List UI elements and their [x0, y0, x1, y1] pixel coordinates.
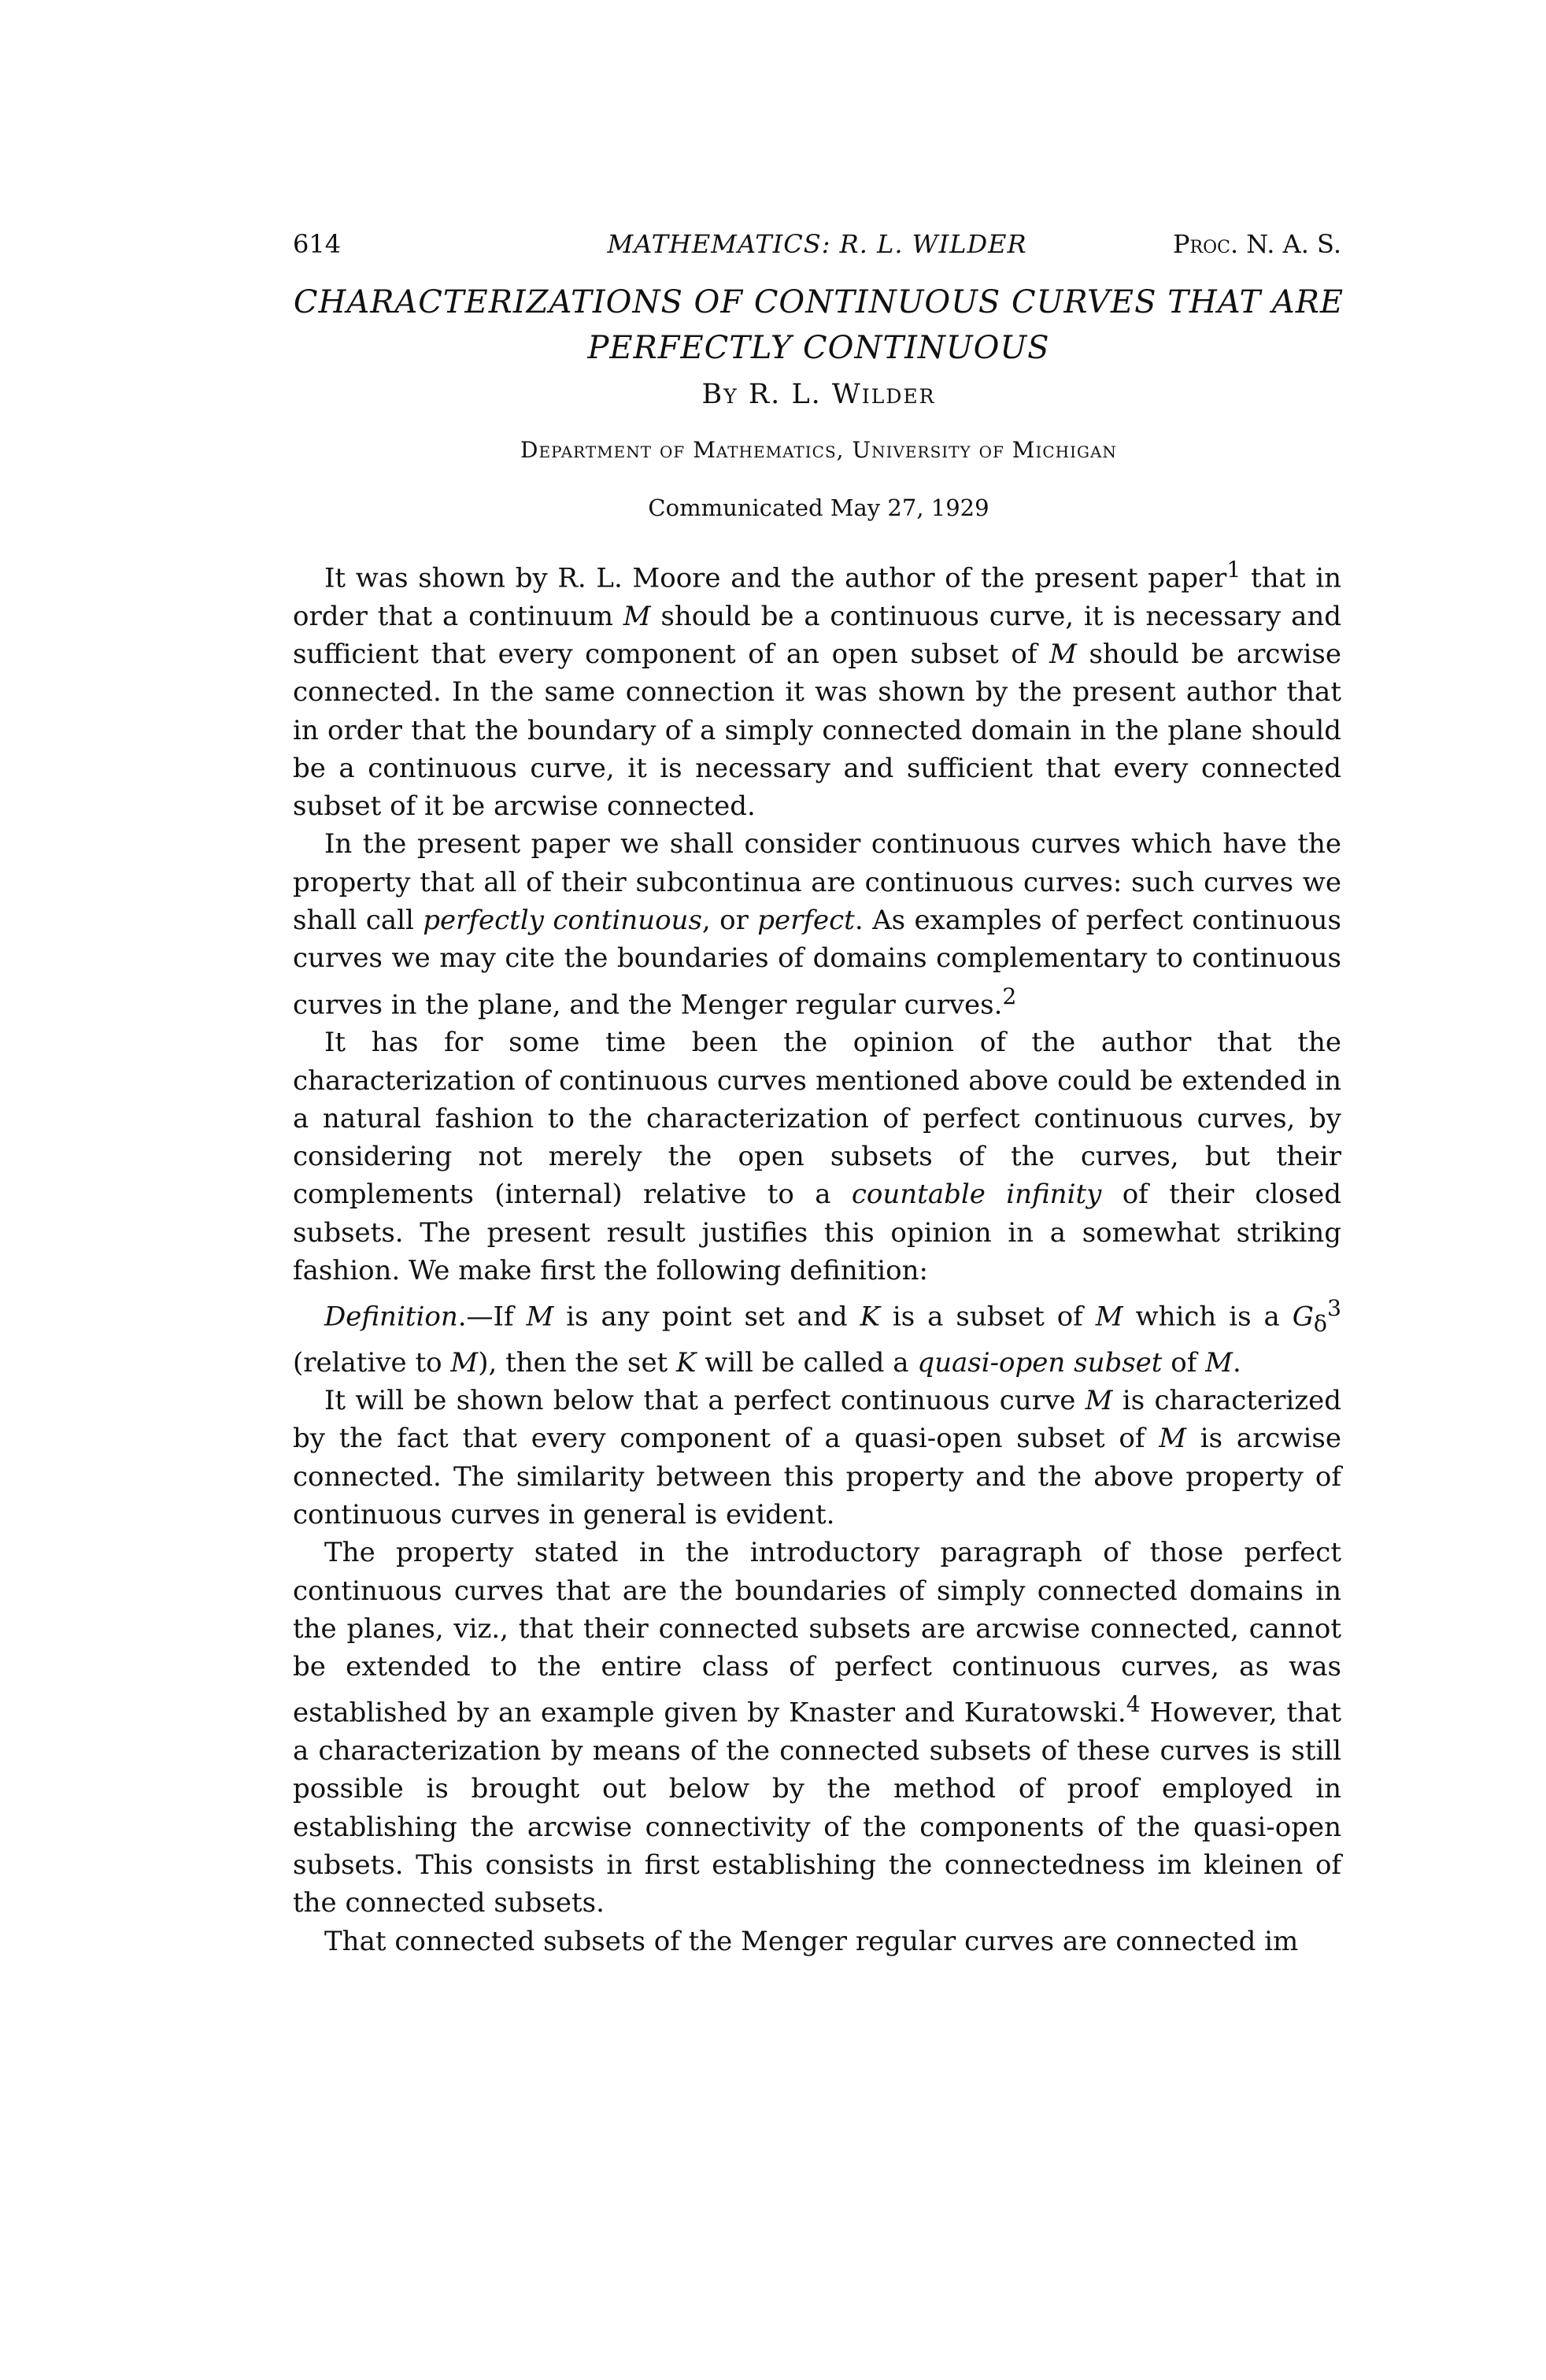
text: is a subset of [879, 1301, 1096, 1333]
emphasis: perfectly continuous [423, 905, 702, 936]
communicated-date: Communicated May 27, 1929 [648, 494, 989, 521]
footnote-ref-2: 2 [1002, 983, 1017, 1009]
math-var: K [676, 1346, 697, 1379]
text: That connected subsets of the Menger regular curves are connected im [324, 1925, 1299, 1957]
title-line-2: PERFECTLY CONTINUOUS [587, 330, 1050, 366]
paragraph-2 [293, 825, 1341, 1023]
emphasis: perfect [757, 905, 855, 936]
text: , or [701, 905, 758, 936]
emphasis: countable infinity [851, 1179, 1102, 1211]
journal-abbreviation: Proc. N. A. S. [1172, 229, 1341, 259]
text: In the present paper we shall consider continuous curves which have the property that all of their subcontinua are continuous curves: such curves we shall call [293, 828, 1341, 936]
paragraph-7 [293, 1923, 1341, 1960]
text: will be called a [696, 1346, 918, 1379]
affiliation: Department of Mathematics, University of Michigan [520, 437, 1117, 463]
math-var: M [1205, 1346, 1233, 1379]
text: that in order that a continuum [293, 562, 1341, 632]
text: of their closed subsets. The present result justifies this opinion in a somewhat striking fashion. We make first the following definition: [293, 1179, 1341, 1286]
text: is arcwise connected. The similarity between this property and the above property of continuous curves in general is evident. [293, 1423, 1341, 1531]
text: It has for some time been the opinion of the author that the characterization of continuous curves mentioned above could be extended in a natural fashion to the characterization of perfect continuous curves, by considering not merely the open subsets of the curves, but their complements (internal) relative to a [293, 1027, 1341, 1211]
math-subscript: δ [1313, 1311, 1327, 1338]
text: It will be shown below that a perfect continuous curve [324, 1385, 1086, 1417]
footnote-ref-3: 3 [1326, 1295, 1341, 1322]
paragraph-6 [293, 1534, 1341, 1922]
text: is any point set and [553, 1301, 860, 1333]
running-title: MATHEMATICS: R. L. WILDER [607, 229, 1027, 259]
text: It was shown by R. L. Moore and the author of the present paper [324, 562, 1227, 594]
footnote-ref-4: 4 [1126, 1691, 1141, 1718]
text: of [1162, 1346, 1206, 1379]
text: . [1232, 1346, 1241, 1379]
math-var: K [860, 1301, 880, 1333]
math-var: G [1292, 1301, 1314, 1333]
math-var: M [450, 1346, 479, 1379]
text: However, that a characterization by means of the connected subsets of these curves is still possible is brought out below by the method of proof employed in establishing the arcwise connectivity of the components of the quasi-open subsets. This consists in first establishing the connectedness im kleinen of the connected subsets. [293, 1697, 1342, 1919]
definition-label: Definition [324, 1301, 458, 1333]
text: .—If [457, 1301, 527, 1333]
math-var: M [1095, 1301, 1123, 1333]
footnote-ref-1: 1 [1226, 557, 1241, 583]
math-var: M [526, 1301, 554, 1333]
math-var: M [1159, 1423, 1187, 1455]
page-number: 614 [293, 229, 342, 259]
text: should be arcwise connected. In the same connection it was shown by the present author that in order that the boundary of a simply connected domain in the plane should be a continuous curve, it is necessary and sufficient that every connected subset of it be arcwise connected. [293, 638, 1341, 823]
text: should be a continuous curve, it is necessary and sufficient that every component of an open subset of [293, 600, 1341, 670]
text: is characterized by the fact that every component of a quasi-open subset of [293, 1385, 1341, 1455]
title-line-1: CHARACTERIZATIONS OF CONTINUOUS CURVES THAT ARE [293, 284, 1344, 320]
paragraph-1 [293, 551, 1341, 825]
emphasis: quasi-open subset [917, 1346, 1163, 1379]
running-head [293, 224, 1341, 264]
article-title [268, 279, 1370, 371]
text: . As examples of perfect continuous curves we may cite the boundaries of domains complementary to continuous curves in the plane, and the Menger regular curves. [293, 905, 1341, 1020]
text: The property stated in the introductory paragraph of those perfect continuous curves that are the boundaries of simply connected domains in the planes, viz., that their connected subsets are arcwise connected, cannot be extended to the entire class of perfect continuous curves, as was established by an example given by Knaster and Kuratowski. [293, 1537, 1341, 1729]
math-var: M [623, 600, 651, 632]
author-line: By R. L. Wilder [701, 379, 936, 410]
math-var: M [1085, 1385, 1113, 1417]
paragraph-5 [293, 1382, 1341, 1534]
text: (relative to [293, 1346, 451, 1379]
text: which is a [1123, 1301, 1293, 1333]
article-body [293, 551, 1341, 1960]
math-var: M [1049, 638, 1077, 670]
paragraph-3 [293, 1023, 1341, 1290]
text: ), then the set [478, 1346, 677, 1379]
definition-paragraph [293, 1290, 1341, 1382]
